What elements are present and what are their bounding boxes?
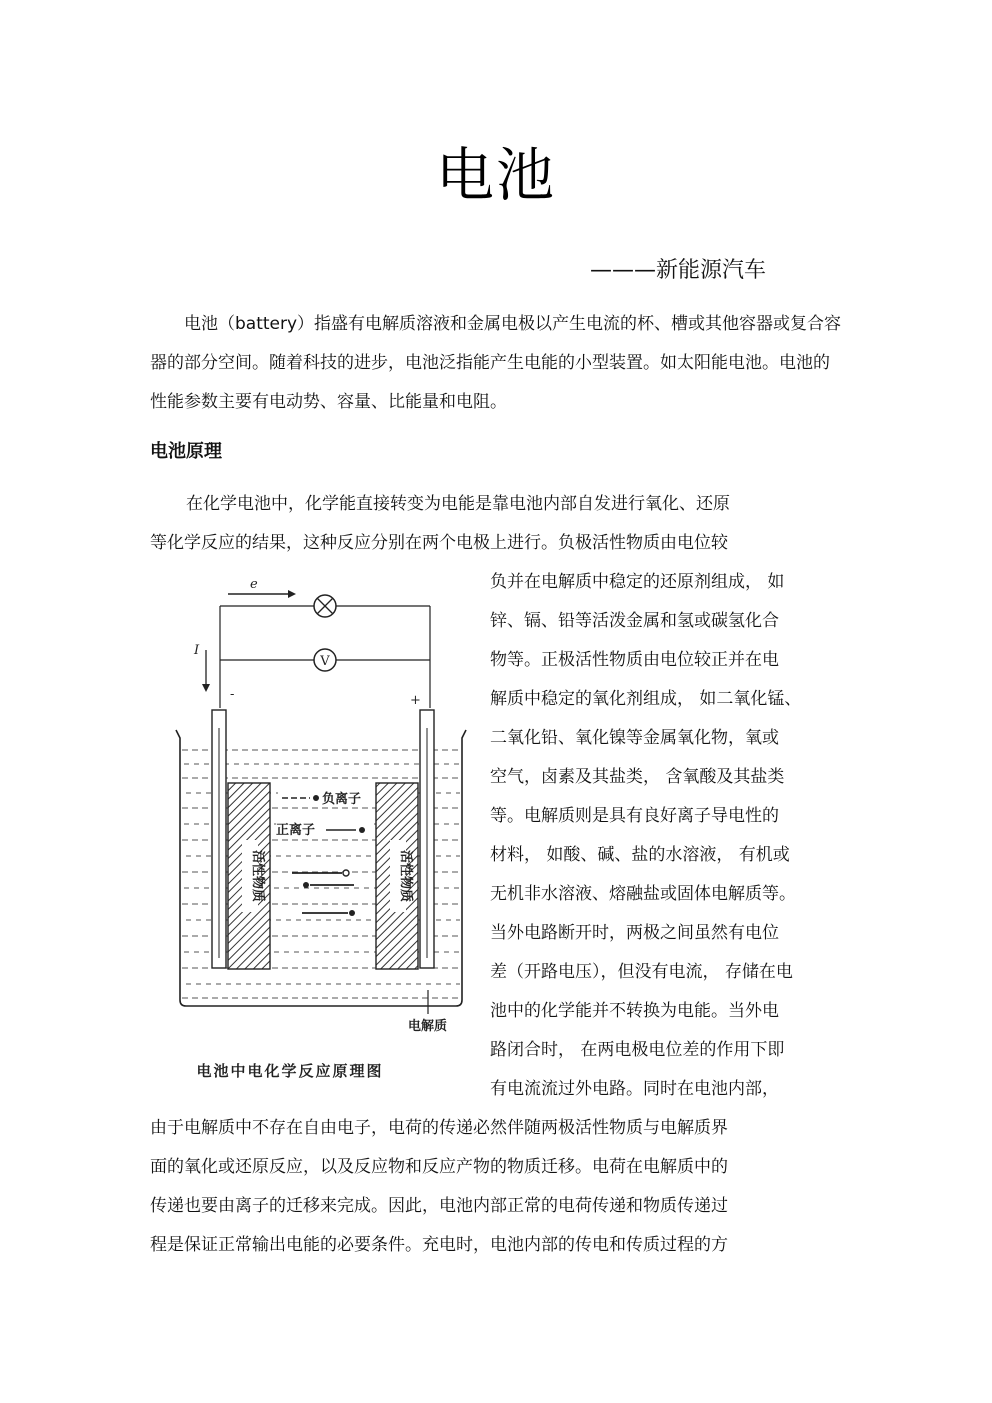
body-line: 当外电路断开时，两极之间虽然有电位	[490, 923, 779, 943]
section-heading: 电池原理	[150, 441, 222, 462]
negative-terminal-label: -	[230, 687, 235, 702]
cation-dot	[359, 827, 365, 833]
body-line: 负并在电解质中稳定的还原剂组成， 如	[490, 572, 785, 592]
ion-dot	[349, 910, 355, 916]
figure-caption: 电池中电化学反应原理图	[196, 1062, 384, 1080]
electron-label: e	[250, 577, 258, 592]
body-line: 二氧化铅、氧化镍等金属氧化物，氧或	[490, 728, 779, 748]
positive-terminal-label: +	[410, 693, 421, 708]
arrow-head	[288, 590, 296, 598]
body-line: 差（开路电压），但没有电流， 存储在电	[490, 962, 793, 982]
body-line: 传递也要由离子的迁移来完成。因此，电池内部正常的电荷传递和物质传递过	[150, 1196, 728, 1216]
body-line: 材料， 如酸、碱、盐的水溶液， 有机或	[490, 845, 790, 865]
voltmeter-label: V	[320, 654, 330, 669]
battery-principle-figure	[170, 568, 470, 1088]
current-label: I	[194, 643, 200, 658]
body-line: 程是保证正常输出电能的必要条件。充电时，电池内部的传电和传质过程的方	[150, 1235, 728, 1255]
ion-dot	[343, 870, 349, 876]
body-line: 有电流流过外电路。同时在电池内部，	[490, 1079, 779, 1099]
electrolyte-label: 电解质	[408, 1019, 448, 1034]
anion-dot	[313, 795, 319, 801]
body-line: 等化学反应的结果，这种反应分别在两个电极上进行。负极活性物质由电位较	[150, 533, 728, 553]
body-line: 池中的化学能并不转换为电能。当外电	[490, 1001, 779, 1021]
body-line: 物等。正极活性物质由电位较正并在电	[490, 650, 779, 670]
body-line: 路闭合时， 在两电极电位差的作用下即	[490, 1040, 785, 1060]
body-line: 锌、镉、铅等活泼金属和氢或碳氢化合	[490, 611, 779, 631]
intro-paragraph: 电池（battery）指盛有电解质溶液和金属电极以产生电流的杯、槽或其他容器或复合容器的部分空间。随着科技的进步，电池泛指能产生电能的小型装置。如太阳能电池。电池的性能参数主要有电动势、容量、比能量和电阻。	[150, 314, 842, 412]
page-subtitle: ———新能源汽车	[590, 258, 767, 283]
body-line: 解质中稳定的氧化剂组成， 如二氧化锰、	[490, 689, 802, 709]
left-active-label: 活性物质	[250, 849, 265, 903]
cation-label: 正离子	[276, 823, 316, 838]
body-line: 在化学电池中，化学能直接转变为电能是靠电池内部自发进行氧化、还原	[186, 494, 730, 514]
anion-label: 负离子	[322, 792, 362, 807]
right-active-label: 活性物质	[398, 849, 413, 903]
ion-dot	[303, 882, 309, 888]
body-line: 无机非水溶液、熔融盐或固体电解质等。	[490, 884, 796, 904]
body-line: 面的氧化或还原反应，以及反应物和反应产物的物质迁移。电荷在电解质中的	[150, 1157, 728, 1177]
body-line: 等。电解质则是具有良好离子导电性的	[490, 806, 779, 826]
body-line: 由于电解质中不存在自由电子，电荷的传递必然伴随两极活性物质与电解质界	[150, 1118, 728, 1138]
arrow-head	[202, 684, 210, 692]
page-title: 电池	[435, 141, 556, 209]
body-line: 空气，卤素及其盐类， 含氧酸及其盐类	[490, 767, 785, 787]
